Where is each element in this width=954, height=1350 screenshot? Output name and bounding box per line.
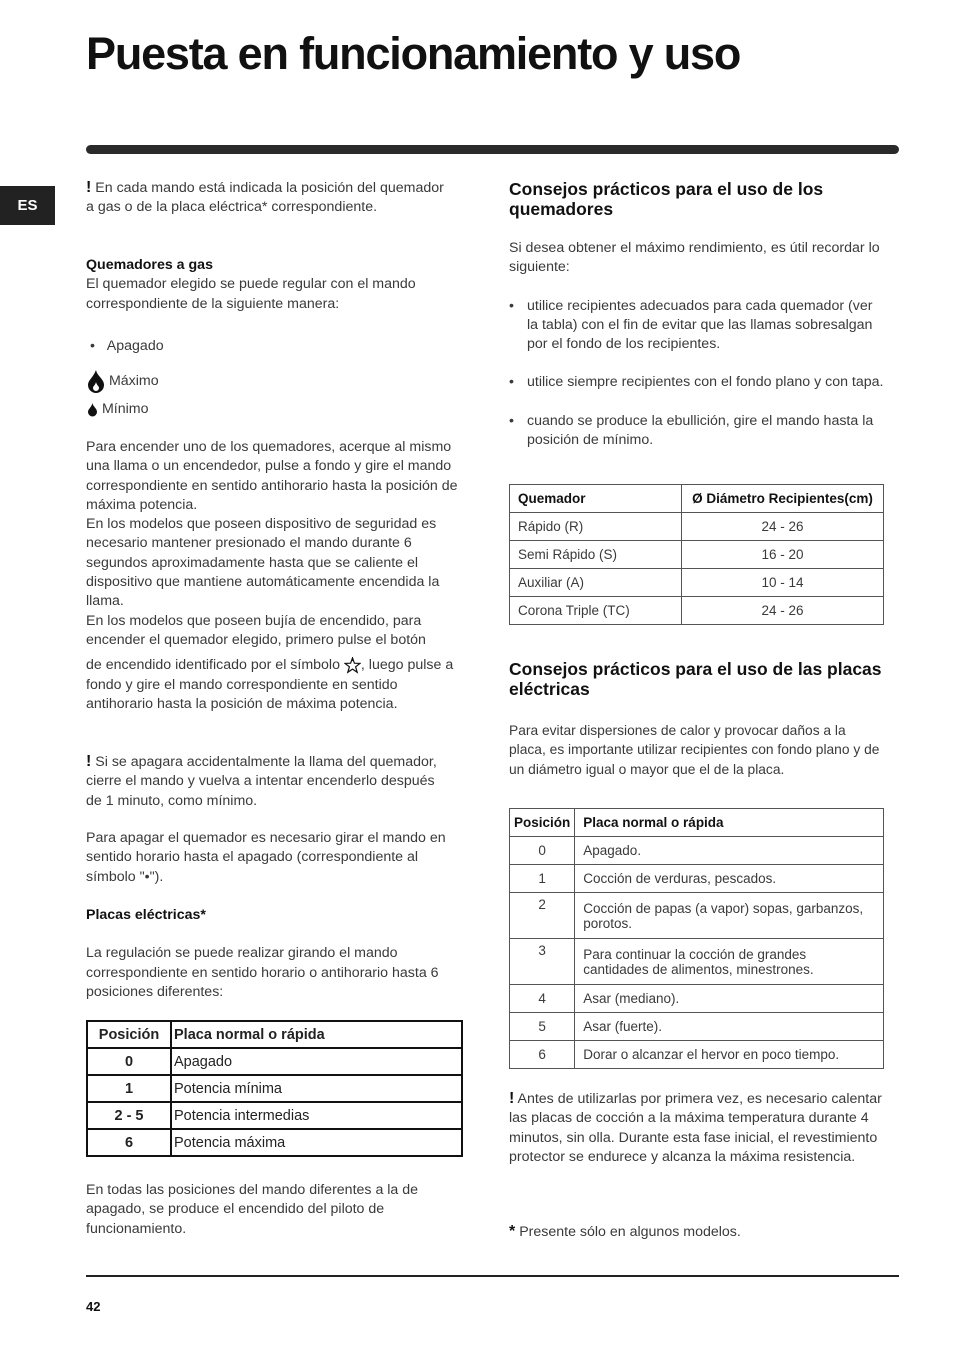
plates-text: La regulación se puede realizar girando el mando correspondiente en sentido horario o antihorario hasta 6 posiciones diferentes: [86,945,439,1000]
warning-note [86,752,451,811]
table-row [510,985,884,1013]
table-cell: Semi Rápido (S) [510,541,682,569]
table-cell: 2 [510,893,575,939]
table-row [510,597,884,625]
intro-note [86,178,446,218]
plate-tips-heading: Consejos prácticos para el uso de las placas eléctricas [509,659,882,699]
first-use-text: Antes de utilizarlas por primera vez, es necesario calentar las placas de cocción a la máxima temperatura durante 4 minutos, sin olla. Durante esta fase inicial, el revestimiento protector se endurece y alcanza la máxima resistencia. [509,1091,882,1165]
title-divider [86,145,899,154]
plate-tips-section [509,659,884,779]
table-row [510,1013,884,1041]
dot-icon: • [90,338,95,354]
table-header: Posición [510,809,575,837]
table-cell: Asar (mediano). [575,985,884,1013]
table-header: Quemador [510,485,682,513]
table-row [510,837,884,865]
warning-mark: ! [86,179,92,196]
table-row [87,1075,462,1102]
table-cell: 6 [510,1041,575,1069]
table-cell: Dorar o alcanzar el hervor en poco tiempo. [575,1041,884,1069]
burner-tips-heading: Consejos prácticos para el uso de los quemadores [509,179,824,219]
table-cell: 16 - 20 [682,541,884,569]
gas-text: El quemador elegido se puede regular con el mando correspondiente de la siguiente manera: [86,276,416,312]
plate-usage-table [509,808,884,1069]
list-item: • utilice siempre recipientes con el fondo plano y con tapa. [509,373,884,392]
table-row [87,1102,462,1129]
table-header-row [510,809,884,837]
pilot-text: En todas las posiciones del mando diferentes a la de apagado, se produce el encendido del piloto de funcionamiento. [86,1182,419,1237]
table-cell: Apagado. [575,837,884,865]
footnote-text: Presente sólo en algunos modelos. [519,1224,741,1240]
list-item: • cuando se produce la ebullición, gire el mando hasta la posición de mínimo. [509,412,884,451]
table-row [510,939,884,985]
electric-plates-section [86,906,466,1002]
table-row [510,865,884,893]
table-row [87,1048,462,1075]
gas-heading: Quemadores a gas [86,257,213,273]
page-number: 42 [86,1299,101,1314]
table-header: Posición [87,1021,171,1048]
table-cell: Potencia mínima [171,1075,462,1102]
spark-star-icon [344,657,361,673]
table-row [510,513,884,541]
table-cell: Asar (fuerte). [575,1013,884,1041]
table-header-row [87,1021,462,1048]
table-cell: Corona Triple (TC) [510,597,682,625]
table-cell: 6 [87,1129,171,1156]
safety-paragraph: En los modelos que poseen dispositivo de seguridad es necesario mantener presionado el mando durante 6 segundos aproximadamente hasta que se caliente el dispositivo que mantiene automáticamente encendida la llama. [86,516,440,610]
large-flame-icon [87,373,109,389]
table-cell: Rápido (R) [510,513,682,541]
table-cell: 10 - 14 [682,569,884,597]
table-cell: 24 - 26 [682,597,884,625]
table-row [87,1129,462,1156]
footnote [509,1222,884,1242]
table-cell: Potencia máxima [171,1129,462,1156]
spark-text-a: En los modelos que poseen bujía de encendido, para encender el quemador elegido, primero pulse el botón [86,612,426,648]
table-cell: 0 [510,837,575,865]
table-header: Ø Diámetro Recipientes(cm) [682,485,884,513]
table-header-row [510,485,884,513]
burner-diameter-table [509,484,884,625]
footer-divider [86,1275,899,1277]
spark-text-c: , luego pulse a fondo y gire el mando correspondiente en sentido antihorario hasta la posición de máxima potencia. [86,657,454,712]
table-row [510,1041,884,1069]
position-max-label: Máximo [108,372,159,389]
table-cell: 24 - 26 [682,513,884,541]
table-cell: 2 - 5 [87,1102,171,1129]
pilot-paragraph [86,1181,456,1239]
spark-text-b: de encendido identificado por el símbolo [86,657,340,674]
intro-text: En cada mando está indicada la posición del quemador a gas o de la placa eléctrica* correspondiente. [86,180,444,216]
ignition-instructions [86,438,466,714]
table-cell: Potencia intermedias [171,1102,462,1129]
table-cell: Cocción de papas (a vapor) sopas, garbanzos, porotos. [575,893,884,939]
table-row [510,893,884,939]
burner-tips-section [509,179,884,450]
spark-paragraph [86,612,466,714]
gas-burners-section [86,256,466,314]
table-cell: Apagado [171,1048,462,1075]
table-header: Placa normal o rápida [575,809,884,837]
warning-text: Si se apagara accidentalmente la llama del quemador, cierre el mando y vuelva a intentar encenderlo después de 1 minuto, como mínimo. [86,754,437,809]
table-row [510,541,884,569]
plates-heading: Placas eléctricas* [86,907,206,923]
position-off [90,337,164,356]
plate-positions-table [86,1020,463,1157]
table-cell: 1 [510,865,575,893]
table-cell: 4 [510,985,575,1013]
position-off-label: Apagado [106,338,164,354]
table-header: Placa normal o rápida [171,1021,462,1048]
table-cell: 1 [87,1075,171,1102]
small-flame-icon [87,401,102,417]
burner-tips-intro: Si desea obtener el máximo rendimiento, es útil recordar lo siguiente: [509,240,880,276]
position-min-label: Mínimo [101,401,149,417]
table-cell: Auxiliar (A) [510,569,682,597]
asterisk-mark: * [509,1223,516,1240]
table-row [510,569,884,597]
position-max [87,369,159,393]
table-cell: 0 [87,1048,171,1075]
warning-mark: ! [509,1090,515,1107]
turn-off-text: Para apagar el quemador es necesario girar el mando en sentido horario hasta el apagado (correspondiente al símbolo "•"). [86,830,446,885]
first-use-warning [509,1089,884,1167]
list-item: • utilice recipientes adecuados para cada quemador (ver la tabla) con el fin de evitar que las llamas sobresalgan por el fondo de los recipientes. [509,297,884,355]
language-tab: ES [0,186,55,225]
table-cell: Cocción de verduras, pescados. [575,865,884,893]
plate-tips-intro: Para evitar dispersiones de calor y provocar daños a la placa, es importante utilizar recipientes con fondo plano y de un diámetro igual o mayor que el de la placa. [509,723,880,777]
table-cell: 3 [510,939,575,985]
position-min [87,400,148,419]
warning-mark: ! [86,753,92,770]
table-cell: 5 [510,1013,575,1041]
lighting-paragraph: Para encender uno de los quemadores, acerque al mismo una llama o un encendedor, pulse a fondo y gire el mando correspondiente en sentido antihorario hasta la posición de máxima potencia. [86,439,458,513]
page-title: Puesta en funcionamiento y uso [86,28,741,79]
turn-off-paragraph [86,829,466,887]
table-cell: Para continuar la cocción de grandes cantidades de alimentos, minestrones. [575,939,884,985]
